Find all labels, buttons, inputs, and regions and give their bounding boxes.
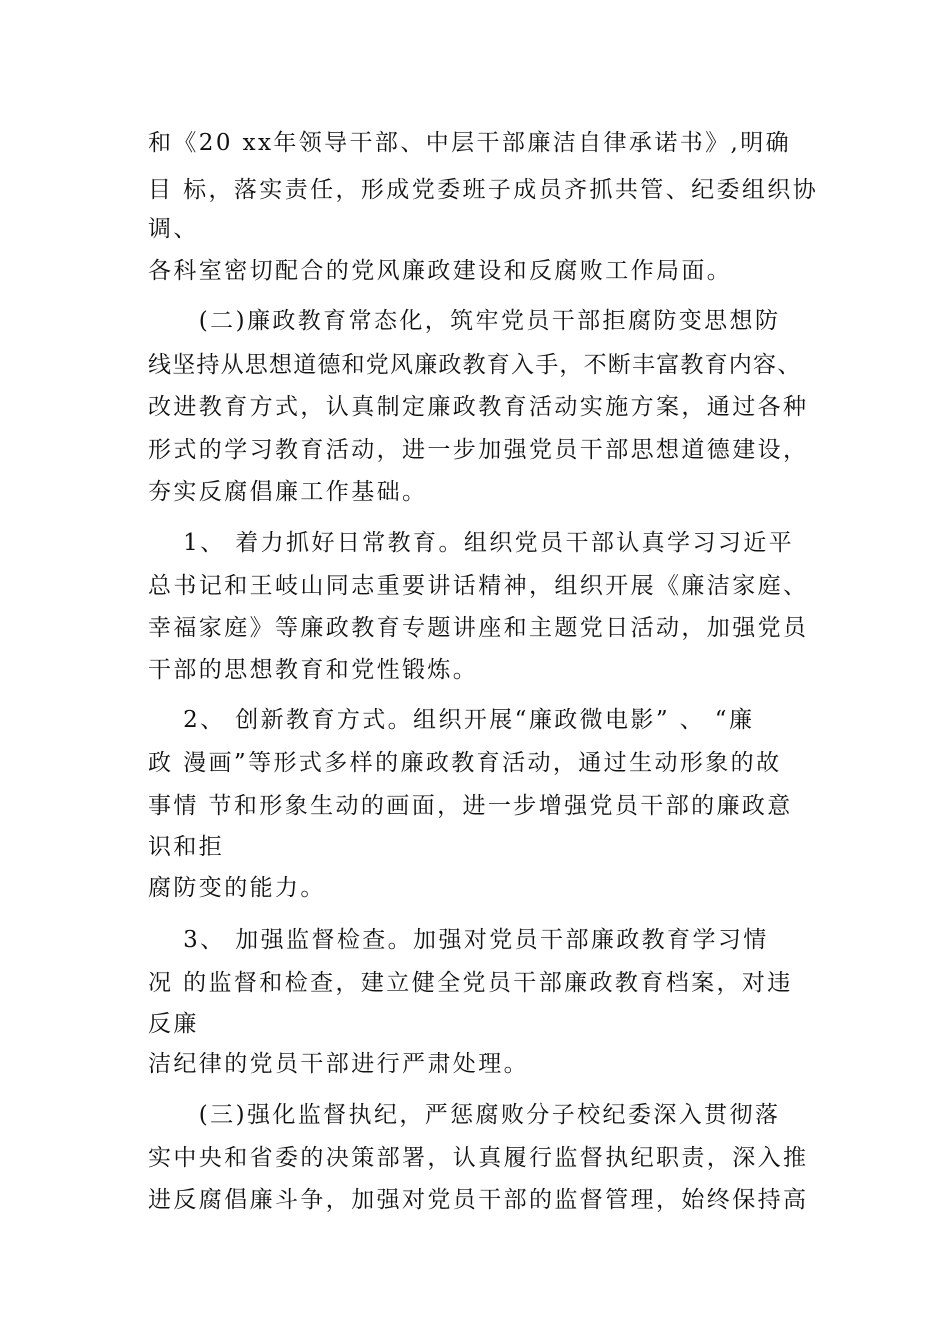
text-line: 调、	[148, 216, 199, 242]
text-line: 目 标，落实责任，形成党委班子成员齐抓共管、纪委组织协	[148, 177, 819, 203]
text-line: 改进教育方式，认真制定廉政教育活动实施方案，通过各种	[148, 394, 809, 420]
text-line: 各科室密切配合的党风廉政建设和反腐败工作局面。	[148, 258, 733, 284]
text-line: 幸福家庭》等廉政教育专题讲座和主题党日活动，加强党员	[148, 615, 809, 641]
text-line: 干部的思想教育和党性锻炼。	[148, 657, 479, 683]
text-line: (三)强化监督执纪，严惩腐败分子校纪委深入贯彻落	[148, 1102, 781, 1128]
text-line: (二)廉政教育常态化，筑牢党员干部拒腐防变思想防	[148, 308, 781, 334]
text-line: 形式的学习教育活动，进一步加强党员干部思想道德建设，	[148, 437, 809, 463]
text-line: 进反腐倡廉斗争，加强对党员干部的监督管理，始终保持高	[148, 1187, 809, 1213]
text-line: 2、 创新教育方式。组织开展“廉政微电影” 、 “廉	[148, 707, 755, 733]
text-line: 夯实反腐倡廉工作基础。	[148, 479, 428, 505]
text-line: 政 漫画”等形式多样的廉政教育活动，通过生动形象的故	[148, 750, 782, 776]
text-line: 线坚持从思想道德和党风廉政教育入手，不断丰富教育内容、	[148, 352, 802, 378]
text-line: 反廉	[148, 1011, 199, 1037]
text-line: 况 的监督和检查，建立健全党员干部廉政教育档案，对违	[148, 970, 793, 996]
text-line: 识和拒	[148, 834, 225, 860]
text-line: 洁纪律的党员干部进行严肃处理。	[148, 1051, 529, 1077]
text-line: 腐防变的能力。	[148, 875, 326, 901]
text-line: 和《20 xx年领导干部、中层干部廉洁自律承诺书》,明确	[148, 130, 792, 156]
text-line: 事情 节和形象生动的画面，进一步增强党员干部的廉政意	[148, 793, 793, 819]
text-line: 3、 加强监督检查。加强对党员干部廉政教育学习情	[148, 927, 769, 953]
text-line: 实中央和省委的决策部署，认真履行监督执纪职责，深入推	[148, 1145, 809, 1171]
text-line: 总书记和王岐山同志重要讲话精神，组织开展《廉洁家庭、	[148, 573, 809, 599]
text-line: 1、 着力抓好日常教育。组织党员干部认真学习习近平	[148, 530, 795, 556]
